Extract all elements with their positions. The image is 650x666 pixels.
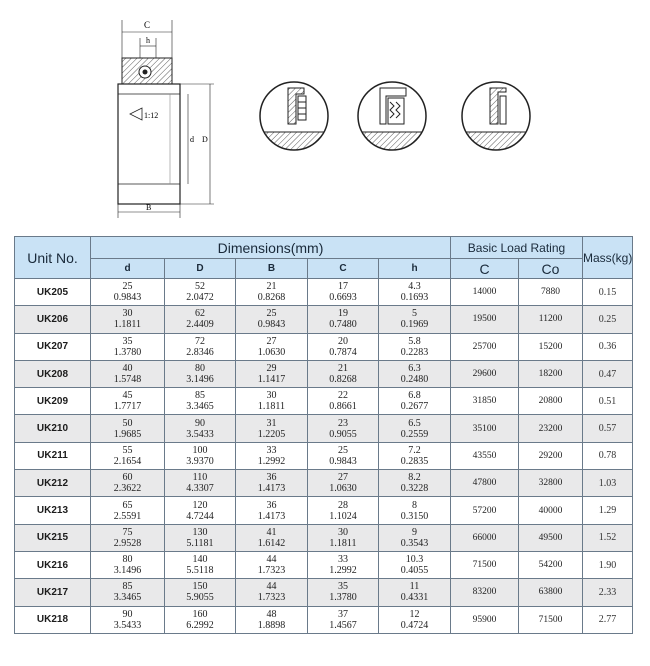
- D-cell: [165, 415, 236, 442]
- d-cell: [91, 606, 165, 633]
- d-inch: 2.3622: [113, 483, 142, 495]
- header-load-Co: Co: [519, 259, 583, 279]
- B-mm: 41: [266, 526, 277, 538]
- unit-no-cell: UK205: [15, 279, 91, 306]
- B-mm: 48: [266, 608, 277, 620]
- load-Co-cell: 15200: [519, 333, 583, 360]
- d-inch: 2.5591: [113, 510, 142, 522]
- h-inch: 0.2835: [400, 455, 429, 467]
- d-cell: [91, 360, 165, 387]
- mass-cell: 1.90: [583, 551, 633, 578]
- load-C-cell: 66000: [451, 524, 519, 551]
- h-mm: 10.3: [405, 554, 424, 566]
- h-cell: [379, 497, 451, 524]
- D-cell: [165, 306, 236, 333]
- d-inch: 3.1496: [113, 565, 142, 577]
- d-cell: [91, 306, 165, 333]
- D-inch: 3.5433: [186, 428, 214, 440]
- unit-no-cell: UK216: [15, 551, 91, 578]
- C-mm: 20: [338, 335, 348, 347]
- D-cell: [165, 579, 236, 606]
- D-cell: [165, 497, 236, 524]
- h-inch: 0.4055: [400, 565, 429, 577]
- C-mm: 27: [338, 472, 348, 484]
- load-Co-cell: 11200: [519, 306, 583, 333]
- D-inch: 2.0472: [186, 292, 214, 304]
- D-inch: 6.2992: [186, 619, 214, 631]
- load-Co-cell: 32800: [519, 470, 583, 497]
- B-cell: [236, 306, 308, 333]
- C-inch: 0.7874: [329, 346, 357, 358]
- unit-no-cell: UK210: [15, 415, 91, 442]
- B-mm: 29: [266, 363, 277, 375]
- C-inch: 0.7480: [329, 319, 357, 331]
- B-cell: [236, 497, 308, 524]
- d-cell: [91, 333, 165, 360]
- D-inch: 3.3465: [186, 401, 214, 413]
- B-mm: 27: [266, 335, 277, 347]
- table-row: [15, 606, 633, 633]
- load-C-cell: 14000: [451, 279, 519, 306]
- C-inch: 1.1024: [329, 510, 357, 522]
- mass-cell: 2.33: [583, 579, 633, 606]
- h-cell: [379, 333, 451, 360]
- d-mm: 35: [122, 335, 133, 347]
- h-cell: [379, 415, 451, 442]
- C-mm: 33: [338, 554, 348, 566]
- D-mm: 52: [195, 281, 205, 293]
- B-cell: [236, 333, 308, 360]
- technical-drawings: [0, 0, 650, 228]
- mass-cell: 1.52: [583, 524, 633, 551]
- h-inch: 0.1693: [400, 292, 429, 304]
- h-inch: 0.4724: [400, 619, 429, 631]
- header-dimensions: Dimensions(mm): [91, 237, 451, 259]
- B-mm: 36: [266, 472, 277, 484]
- B-mm: 36: [266, 499, 277, 511]
- d-inch: 1.7717: [113, 401, 142, 413]
- h-inch: 0.2559: [400, 428, 429, 440]
- unit-no-cell: UK206: [15, 306, 91, 333]
- C-cell: [308, 442, 379, 469]
- h-mm: 6.5: [408, 417, 421, 429]
- B-inch: 1.4173: [257, 483, 286, 495]
- unit-no-cell: UK218: [15, 606, 91, 633]
- unit-no-cell: UK207: [15, 333, 91, 360]
- mass-cell: 0.25: [583, 306, 633, 333]
- d-inch: 1.9685: [113, 428, 142, 440]
- h-cell: [379, 306, 451, 333]
- d-mm: 60: [122, 472, 133, 484]
- unit-no-cell: UK208: [15, 360, 91, 387]
- C-inch: 0.6693: [329, 292, 357, 304]
- D-cell: [165, 333, 236, 360]
- table-row: [15, 306, 633, 333]
- d-mm: 90: [122, 608, 133, 620]
- h-mm: 9: [412, 526, 417, 538]
- C-cell: [308, 524, 379, 551]
- d-cell: [91, 579, 165, 606]
- h-mm: 8.2: [408, 472, 421, 484]
- d-inch: 0.9843: [113, 292, 142, 304]
- d-cell: [91, 442, 165, 469]
- B-inch: 1.1811: [257, 401, 286, 413]
- d-cell: [91, 470, 165, 497]
- h-inch: 0.3543: [400, 537, 429, 549]
- load-Co-cell: 7880: [519, 279, 583, 306]
- load-C-cell: 29600: [451, 360, 519, 387]
- C-cell: [308, 388, 379, 415]
- D-inch: 5.9055: [186, 592, 214, 604]
- B-mm: 21: [266, 281, 277, 293]
- mass-cell: 0.36: [583, 333, 633, 360]
- B-cell: [236, 470, 308, 497]
- C-cell: [308, 579, 379, 606]
- d-mm: 50: [122, 417, 133, 429]
- table-row: [15, 388, 633, 415]
- C-cell: [308, 360, 379, 387]
- table-row: [15, 279, 633, 306]
- load-Co-cell: 18200: [519, 360, 583, 387]
- load-C-cell: 95900: [451, 606, 519, 633]
- C-mm: 37: [338, 608, 348, 620]
- mass-cell: 1.03: [583, 470, 633, 497]
- C-cell: [308, 279, 379, 306]
- C-mm: 30: [338, 526, 348, 538]
- h-mm: 5: [412, 308, 417, 320]
- table-row: [15, 497, 633, 524]
- h-inch: 0.1969: [400, 319, 429, 331]
- C-cell: [308, 497, 379, 524]
- unit-no-cell: UK213: [15, 497, 91, 524]
- load-Co-cell: 54200: [519, 551, 583, 578]
- header-C: C: [308, 259, 379, 279]
- B-cell: [236, 606, 308, 633]
- h-mm: 4.3: [408, 281, 421, 293]
- B-cell: [236, 388, 308, 415]
- dim-label-d: d: [190, 135, 194, 144]
- header-mass: Mass(kg): [583, 237, 633, 279]
- C-cell: [308, 306, 379, 333]
- unit-no-cell: UK215: [15, 524, 91, 551]
- d-cell: [91, 551, 165, 578]
- d-cell: [91, 279, 165, 306]
- B-inch: 1.1417: [257, 374, 286, 386]
- B-cell: [236, 551, 308, 578]
- D-cell: [165, 360, 236, 387]
- h-inch: 0.2480: [400, 374, 429, 386]
- C-inch: 0.8268: [329, 374, 357, 386]
- C-inch: 1.4567: [329, 619, 357, 631]
- d-mm: 25: [122, 281, 133, 293]
- h-mm: 11: [409, 581, 420, 593]
- h-cell: [379, 360, 451, 387]
- load-C-cell: 83200: [451, 579, 519, 606]
- mass-cell: 0.57: [583, 415, 633, 442]
- seal-detail-1: [258, 80, 330, 152]
- C-mm: 22: [338, 390, 348, 402]
- load-C-cell: 57200: [451, 497, 519, 524]
- h-cell: [379, 551, 451, 578]
- dim-label-D: D: [202, 135, 208, 144]
- h-cell: [379, 388, 451, 415]
- B-mm: 44: [266, 581, 277, 593]
- load-Co-cell: 20800: [519, 388, 583, 415]
- C-inch: 1.0630: [329, 483, 357, 495]
- unit-no-cell: UK217: [15, 579, 91, 606]
- D-cell: [165, 388, 236, 415]
- h-cell: [379, 606, 451, 633]
- load-C-cell: 25700: [451, 333, 519, 360]
- bearing-spec-table: [14, 236, 633, 634]
- header-d: d: [91, 259, 165, 279]
- h-cell: [379, 279, 451, 306]
- C-mm: 21: [338, 363, 348, 375]
- header-basic-load-rating: Basic Load Rating: [451, 237, 583, 259]
- unit-no-cell: UK212: [15, 470, 91, 497]
- C-mm: 23: [338, 417, 348, 429]
- D-inch: 2.4409: [186, 319, 214, 331]
- C-inch: 1.1811: [329, 537, 357, 549]
- h-inch: 0.2283: [400, 346, 429, 358]
- d-inch: 3.5433: [113, 619, 142, 631]
- B-inch: 1.7323: [257, 592, 286, 604]
- header-unit-no: Unit No.: [15, 237, 91, 279]
- h-mm: 7.2: [408, 444, 421, 456]
- D-mm: 160: [192, 608, 208, 620]
- C-inch: 0.8661: [329, 401, 357, 413]
- C-cell: [308, 606, 379, 633]
- mass-cell: 0.47: [583, 360, 633, 387]
- table-row: [15, 333, 633, 360]
- C-inch: 1.3780: [329, 592, 357, 604]
- D-mm: 150: [192, 581, 208, 593]
- d-mm: 45: [122, 390, 133, 402]
- C-inch: 0.9843: [329, 455, 357, 467]
- table-row: [15, 551, 633, 578]
- C-cell: [308, 551, 379, 578]
- D-mm: 120: [192, 499, 208, 511]
- table-body: [15, 279, 633, 634]
- d-inch: 1.3780: [113, 346, 142, 358]
- B-mm: 31: [266, 417, 277, 429]
- B-mm: 44: [266, 554, 277, 566]
- load-Co-cell: 29200: [519, 442, 583, 469]
- D-mm: 140: [192, 554, 208, 566]
- d-mm: 65: [122, 499, 133, 511]
- B-cell: [236, 579, 308, 606]
- dim-label-h: h: [146, 36, 150, 45]
- d-mm: 30: [122, 308, 133, 320]
- h-mm: 5.8: [408, 335, 421, 347]
- D-inch: 4.7244: [186, 510, 214, 522]
- mass-cell: 1.29: [583, 497, 633, 524]
- load-Co-cell: 71500: [519, 606, 583, 633]
- D-cell: [165, 606, 236, 633]
- load-C-cell: 19500: [451, 306, 519, 333]
- D-mm: 110: [192, 472, 208, 484]
- D-mm: 72: [195, 335, 205, 347]
- B-inch: 0.8268: [257, 292, 286, 304]
- d-mm: 40: [122, 363, 133, 375]
- h-cell: [379, 524, 451, 551]
- B-mm: 30: [266, 390, 277, 402]
- d-inch: 1.1811: [113, 319, 142, 331]
- D-mm: 80: [195, 363, 205, 375]
- load-C-cell: 47800: [451, 470, 519, 497]
- B-mm: 25: [266, 308, 277, 320]
- d-inch: 3.3465: [113, 592, 142, 604]
- table-row: [15, 470, 633, 497]
- B-mm: 33: [266, 444, 277, 456]
- dim-label-c: C: [143, 20, 151, 30]
- header-load-C: C: [451, 259, 519, 279]
- B-inch: 1.8898: [257, 619, 286, 631]
- D-inch: 5.5118: [186, 565, 214, 577]
- D-inch: 3.1496: [186, 374, 214, 386]
- header-B: B: [236, 259, 308, 279]
- d-inch: 2.1654: [113, 455, 142, 467]
- d-inch: 1.5748: [113, 374, 142, 386]
- C-mm: 17: [338, 281, 348, 293]
- C-mm: 28: [338, 499, 348, 511]
- seal-detail-2: [356, 80, 428, 152]
- D-cell: [165, 442, 236, 469]
- C-mm: 35: [338, 581, 348, 593]
- bearing-section-drawing: [100, 10, 230, 220]
- C-mm: 25: [338, 444, 348, 456]
- B-inch: 1.2992: [257, 455, 286, 467]
- header-h: h: [379, 259, 451, 279]
- d-cell: [91, 524, 165, 551]
- mass-cell: 2.77: [583, 606, 633, 633]
- B-cell: [236, 360, 308, 387]
- load-C-cell: 43550: [451, 442, 519, 469]
- d-inch: 2.9528: [113, 537, 142, 549]
- load-Co-cell: 63800: [519, 579, 583, 606]
- h-cell: [379, 442, 451, 469]
- header-D: D: [165, 259, 236, 279]
- table-row: [15, 579, 633, 606]
- B-cell: [236, 279, 308, 306]
- load-C-cell: 31850: [451, 388, 519, 415]
- D-mm: 90: [195, 417, 205, 429]
- h-inch: 0.2677: [400, 401, 429, 413]
- D-mm: 130: [192, 526, 208, 538]
- table-row: [15, 360, 633, 387]
- h-inch: 0.3150: [400, 510, 429, 522]
- C-mm: 19: [338, 308, 348, 320]
- D-mm: 85: [195, 390, 205, 402]
- B-inch: 1.0630: [257, 346, 286, 358]
- unit-no-cell: UK211: [15, 442, 91, 469]
- h-mm: 6.8: [408, 390, 421, 402]
- mass-cell: 0.15: [583, 279, 633, 306]
- mass-cell: 0.78: [583, 442, 633, 469]
- D-cell: [165, 524, 236, 551]
- B-inch: 1.6142: [257, 537, 286, 549]
- d-mm: 80: [122, 554, 133, 566]
- d-cell: [91, 415, 165, 442]
- B-inch: 1.2205: [257, 428, 286, 440]
- C-inch: 1.2992: [329, 565, 357, 577]
- mass-cell: 0.51: [583, 388, 633, 415]
- h-inch: 0.3228: [400, 483, 429, 495]
- taper-label: 1:12: [144, 111, 159, 120]
- unit-no-cell: UK209: [15, 388, 91, 415]
- table-row: [15, 442, 633, 469]
- C-cell: [308, 470, 379, 497]
- D-cell: [165, 279, 236, 306]
- D-cell: [165, 470, 236, 497]
- load-Co-cell: 23200: [519, 415, 583, 442]
- load-C-cell: 71500: [451, 551, 519, 578]
- D-inch: 3.9370: [186, 455, 214, 467]
- load-Co-cell: 49500: [519, 524, 583, 551]
- B-cell: [236, 442, 308, 469]
- load-C-cell: 35100: [451, 415, 519, 442]
- D-inch: 2.8346: [186, 346, 214, 358]
- D-mm: 62: [195, 308, 205, 320]
- h-cell: [379, 579, 451, 606]
- D-cell: [165, 551, 236, 578]
- h-inch: 0.4331: [400, 592, 429, 604]
- d-mm: 55: [122, 444, 133, 456]
- load-Co-cell: 40000: [519, 497, 583, 524]
- dim-label-b: B: [146, 203, 152, 212]
- d-cell: [91, 497, 165, 524]
- D-mm: 100: [192, 444, 208, 456]
- C-inch: 0.9055: [329, 428, 357, 440]
- h-cell: [379, 470, 451, 497]
- C-cell: [308, 333, 379, 360]
- h-mm: 6.3: [408, 363, 421, 375]
- d-mm: 85: [122, 581, 133, 593]
- d-cell: [91, 388, 165, 415]
- table-row: [15, 524, 633, 551]
- B-inch: 0.9843: [257, 319, 286, 331]
- seal-detail-3: [460, 80, 532, 152]
- D-inch: 4.3307: [186, 483, 214, 495]
- C-cell: [308, 415, 379, 442]
- d-mm: 75: [122, 526, 133, 538]
- B-cell: [236, 524, 308, 551]
- B-inch: 1.4173: [257, 510, 286, 522]
- h-mm: 12: [409, 608, 420, 620]
- table-row: [15, 415, 633, 442]
- B-inch: 1.7323: [257, 565, 286, 577]
- h-mm: 8: [412, 499, 417, 511]
- B-cell: [236, 415, 308, 442]
- D-inch: 5.1181: [186, 537, 214, 549]
